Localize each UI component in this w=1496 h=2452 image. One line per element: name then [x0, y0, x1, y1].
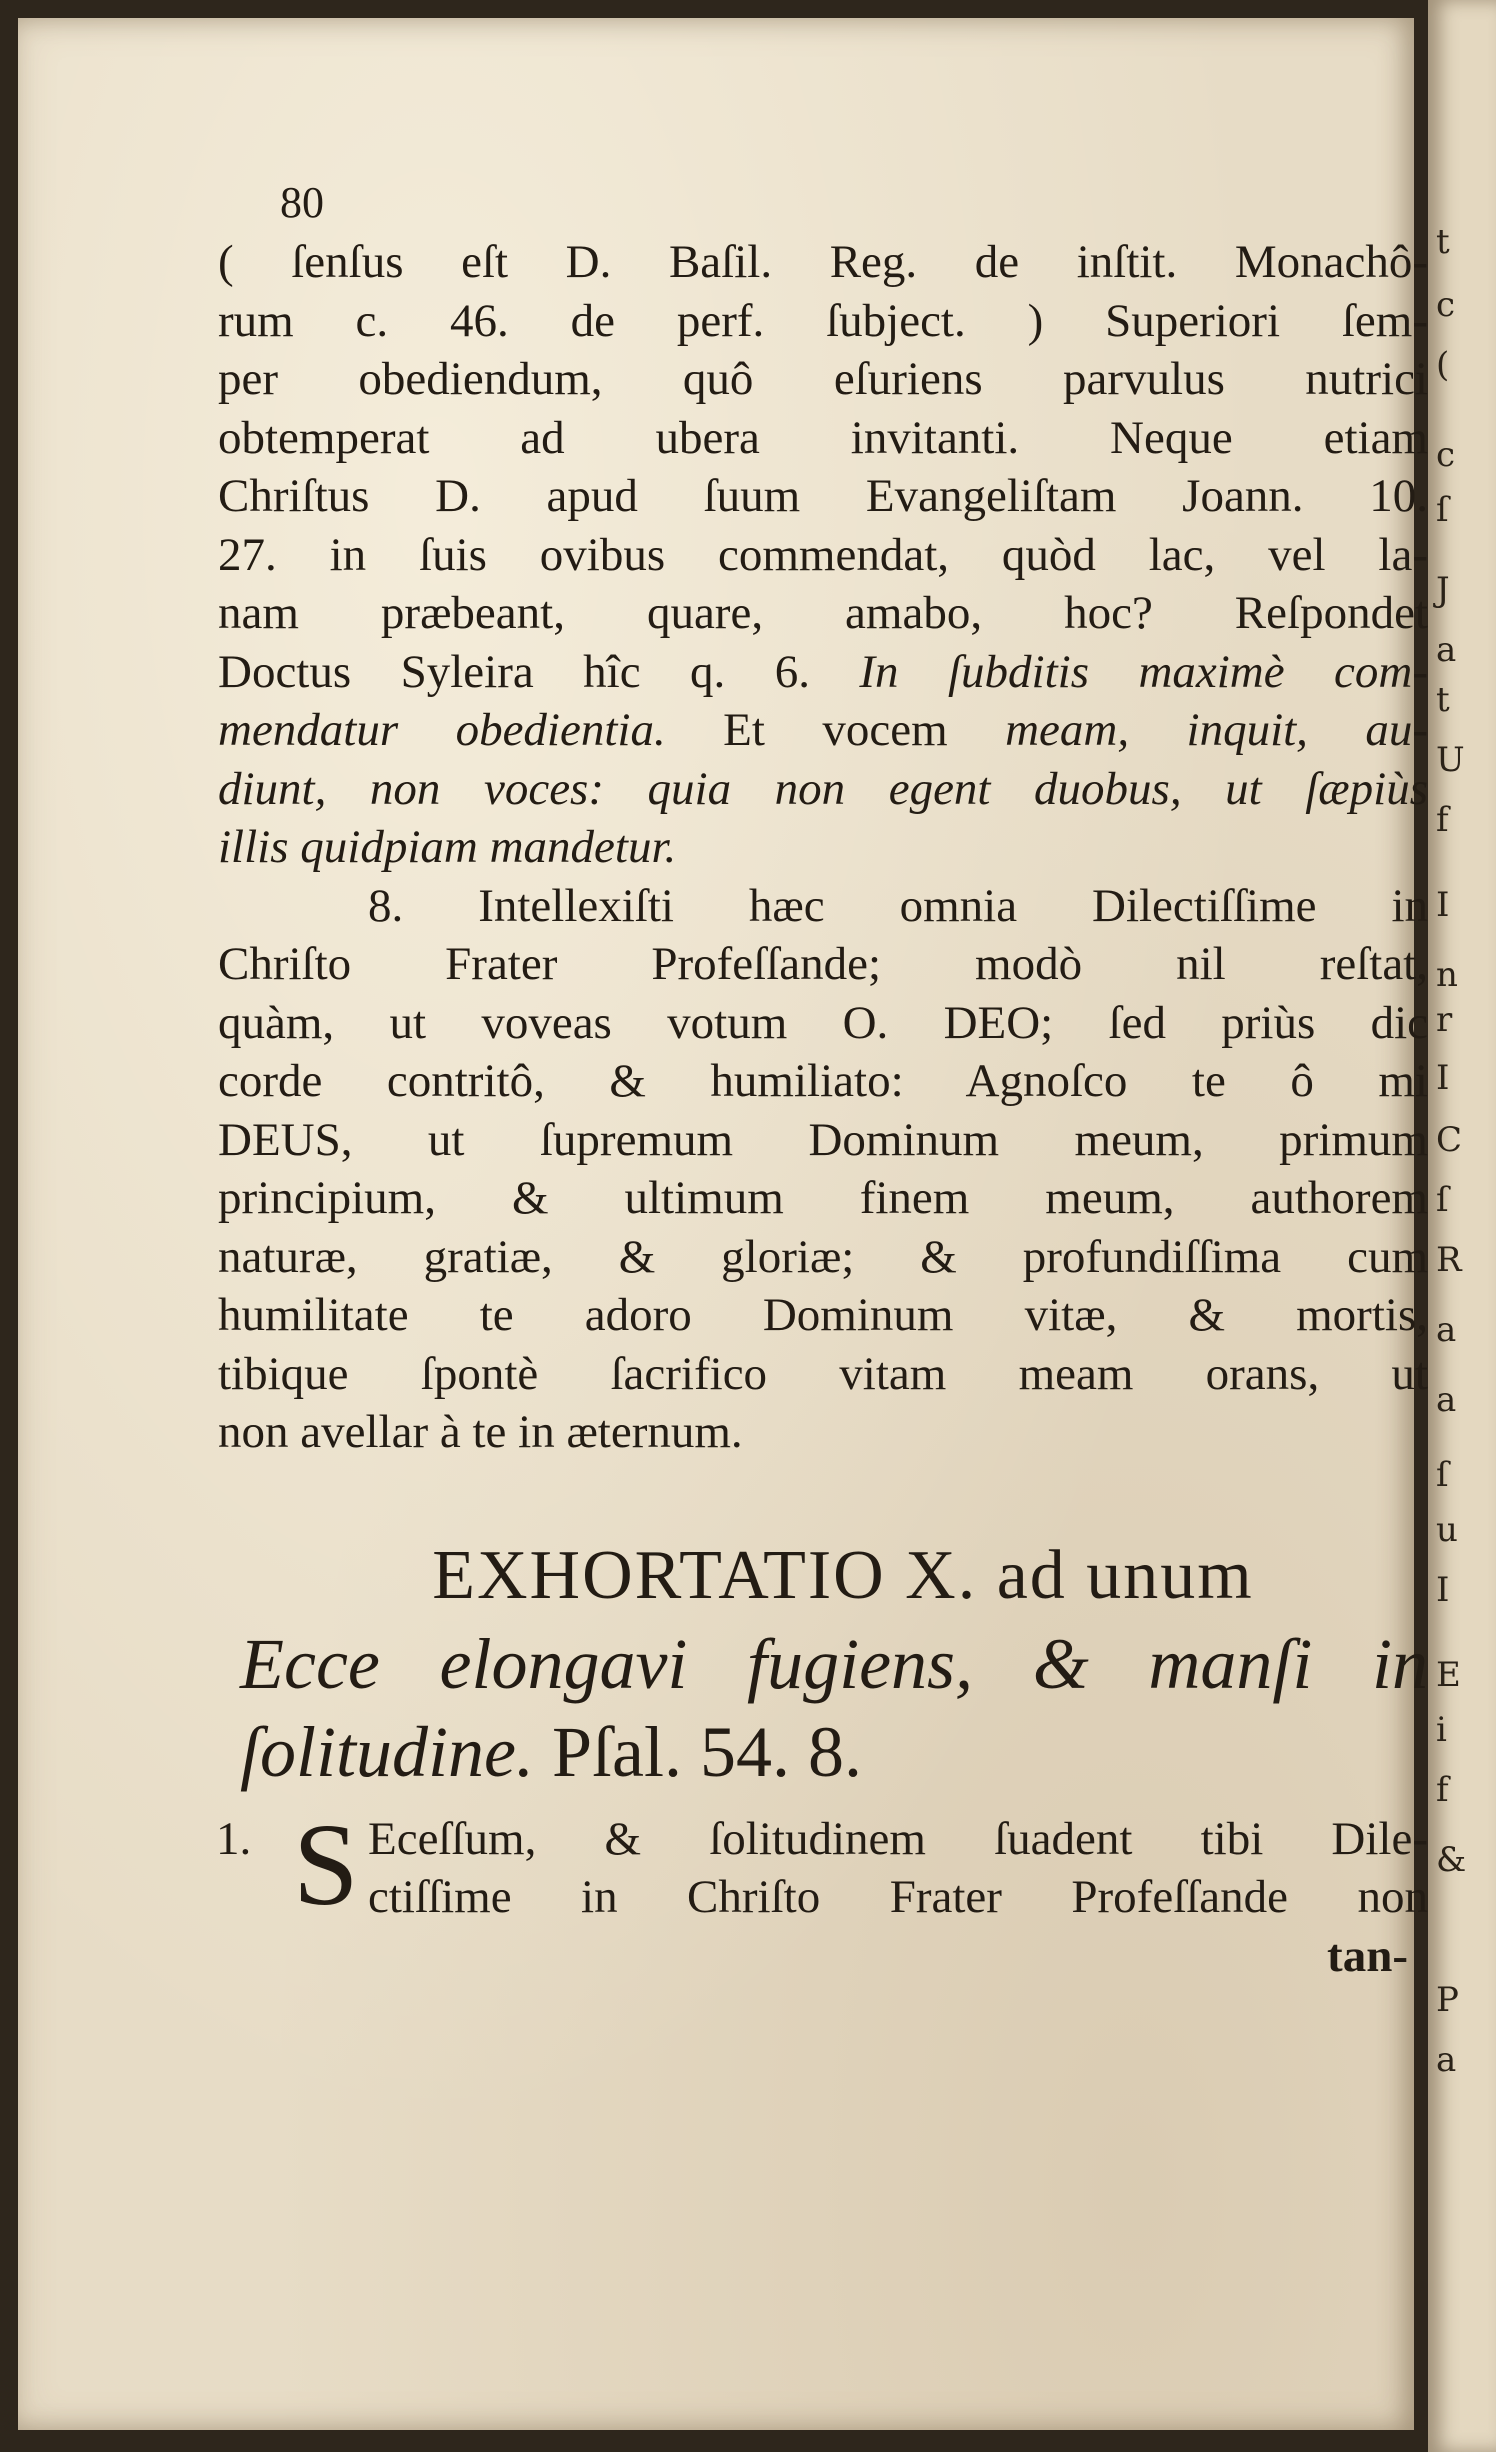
- paragraph-8-line: non avellar à te in æternum.: [218, 1406, 743, 1458]
- paragraph-8-line: quàm, ut voveas votum O. DEO; ſed priùs dic: [218, 996, 1428, 1049]
- facing-letter: ſ: [1436, 1180, 1449, 1220]
- paragraph-number: 1.: [216, 1812, 252, 1865]
- paragraph-8-line: corde contritô, & humiliato: Agnoſco te ô mi: [218, 1055, 1428, 1107]
- text-line: obtemperat ad ubera invitanti. Neque etiam: [218, 411, 1428, 464]
- facing-letter: f: [1436, 1770, 1449, 1810]
- facing-letter: a: [1436, 2040, 1457, 2080]
- facing-letter: P: [1436, 1980, 1459, 2020]
- section-heading: EXHORTATIO X. ad unum: [432, 1536, 1254, 1614]
- text-line: per obediendum, quô eſuriens parvulus nutrici: [218, 353, 1428, 405]
- facing-letter: E: [1436, 1655, 1461, 1695]
- paragraph-8-line: humilitate te adoro Dominum vitæ, & mortis,: [218, 1289, 1428, 1341]
- heading-quote-text: ſolitudine.: [240, 1711, 534, 1792]
- facing-letter: i: [1436, 1710, 1447, 1750]
- paragraph-8-line: principium, & ultimum finem meum, authorem: [218, 1172, 1428, 1224]
- text-line-mixed: [218, 701, 1428, 760]
- heading-quote: Ecce elongavi fugiens, & manſi in: [240, 1623, 1428, 1704]
- facing-letter: c: [1436, 285, 1456, 325]
- facing-letter: a: [1436, 630, 1457, 670]
- paragraph-1-line: Eceſſum, & ſolitudinem ſuadent tibi Dile-: [368, 1812, 1428, 1865]
- facing-letter: U: [1436, 740, 1465, 780]
- text-line: rum c. 46. de perf. ſubject. ) Superiori ſem-: [218, 294, 1428, 347]
- facing-letter: a: [1436, 1310, 1457, 1350]
- book-page: [18, 18, 1429, 2430]
- facing-letter: ſ: [1436, 490, 1449, 530]
- text-line: Chriſtus D. apud ſuum Evangeliſtam Joann. 10.: [218, 470, 1428, 522]
- heading-reference: Pſal. 54. 8.: [551, 1711, 862, 1792]
- facing-page-edge: [1428, 0, 1496, 2452]
- text-roman: Doctus Syleira hîc q. 6.: [218, 645, 810, 698]
- text-italic: In ſubditis maximè com-: [859, 645, 1428, 698]
- facing-letter: t: [1436, 222, 1450, 262]
- facing-letter: I: [1436, 1058, 1450, 1098]
- facing-letter: C: [1436, 1120, 1463, 1160]
- facing-letter: &: [1436, 1840, 1467, 1880]
- facing-letter: c: [1436, 435, 1456, 475]
- paragraph-8-line: tibique ſpontè ſacrifico vitam meam orans, ut: [218, 1347, 1428, 1400]
- text-line: nam præbeant, quare, amabo, hoc? Reſpondet: [218, 587, 1428, 639]
- paragraph-1: [216, 1798, 1428, 1930]
- facing-letter: f: [1436, 800, 1449, 840]
- paragraph-8-line: naturæ, gratiæ, & gloriæ; & profundiſſima cum: [218, 1230, 1428, 1283]
- facing-letter: ſ: [1436, 1455, 1449, 1495]
- drop-cap: S: [293, 1798, 359, 1930]
- facing-letter: a: [1436, 1380, 1457, 1420]
- text-line: ( ſenſus eſt D. Baſil. Reg. de inſtit. Monachô-: [218, 236, 1428, 288]
- facing-letter: I: [1436, 1570, 1450, 1610]
- text-roman: Et vocem: [723, 704, 948, 756]
- paragraph-8-line: DEUS, ut ſupremum Dominum meum, primum: [218, 1113, 1428, 1166]
- heading-quote-end: [240, 1708, 1428, 1796]
- paragraph-8-line: Chriſto Frater Profeſſande; modò nil reſtat,: [218, 938, 1428, 990]
- text-italic: mendatur obedientia.: [218, 704, 666, 756]
- catchword: tan-: [1327, 1929, 1408, 1982]
- facing-letter: u: [1436, 1510, 1458, 1550]
- page-number: 80: [280, 178, 324, 227]
- facing-letter: n: [1436, 955, 1458, 995]
- text-line-mixed: [218, 643, 1428, 702]
- paragraph-1-line: ctiſſime in Chriſto Frater Profeſſande non: [368, 1871, 1428, 1923]
- text-italic: meam, inquit, au-: [1005, 704, 1429, 756]
- facing-letter: t: [1436, 680, 1450, 720]
- text-line: 27. in ſuis ovibus commendat, quòd lac, vel la-: [218, 528, 1428, 581]
- paragraph-8-line: 8. Intellexiſti hæc omnia Dilectiſſime in: [368, 879, 1428, 932]
- text-line-italic: diunt, non voces: quia non egent duobus, ut ſæpiùs: [218, 762, 1428, 815]
- facing-letter: r: [1436, 1000, 1453, 1040]
- facing-letter: R: [1436, 1240, 1462, 1280]
- facing-letter: (: [1436, 345, 1450, 385]
- page-text: [218, 173, 1428, 1985]
- text-line-italic: illis quidpiam mandetur.: [218, 821, 677, 873]
- facing-letter: I: [1436, 885, 1450, 925]
- facing-letter: J: [1436, 570, 1450, 610]
